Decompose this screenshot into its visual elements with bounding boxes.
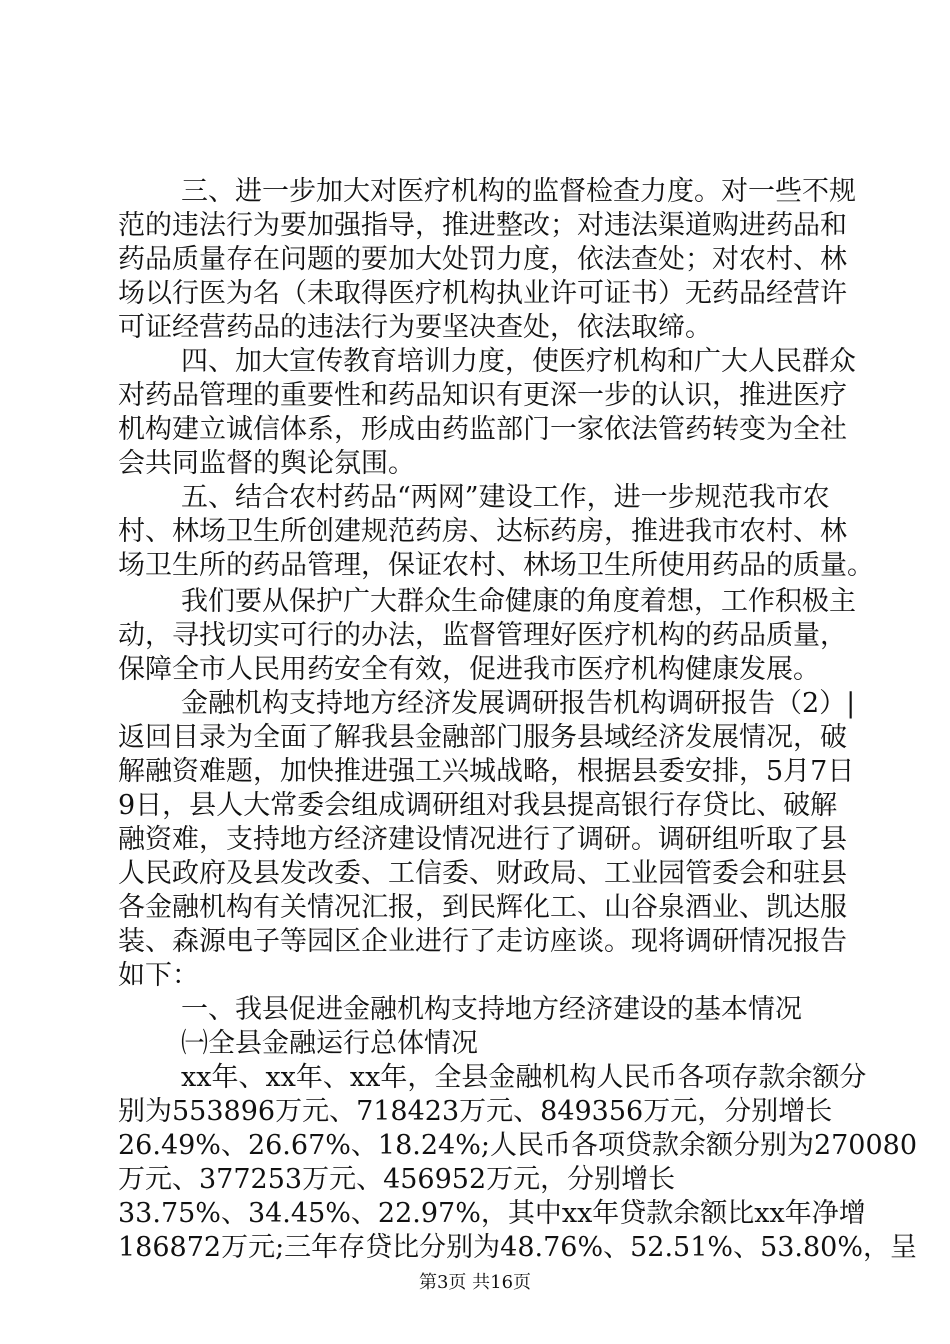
text-line: 33.75%、34.45%、22.97%，其中xx年贷款余额比xx年净增 xyxy=(118,1198,866,1229)
text-line: 动，寻找切实可行的办法，监督管理好医疗机构的药品质量， xyxy=(118,620,847,651)
text-line: 五、结合农村药品“两网”建设工作，进一步规范我市农 xyxy=(181,482,830,513)
text-line: 解融资难题，加快推进强工兴城战略，根据县委安排，5月7日 xyxy=(118,756,855,787)
text-line: 三、进一步加大对医疗机构的监督检查力度。对一些不规 xyxy=(181,176,856,207)
text-line: 对药品管理的重要性和药品知识有更深一步的认识，推进医疗 xyxy=(118,380,847,411)
text-line: 9日，县人大常委会组成调研组对我县提高银行存贷比、破解 xyxy=(118,790,838,821)
text-line: 别为553896万元、718423万元、849356万元，分别增长 xyxy=(118,1096,833,1127)
text-line: 会共同监督的舆论氛围。 xyxy=(118,448,415,479)
text-line: 各金融机构有关情况汇报，到民辉化工、山谷泉酒业、凯达服 xyxy=(118,892,847,923)
text-line: xx年、xx年、xx年，全县金融机构人民币各项存款余额分 xyxy=(181,1062,867,1093)
text-line: 金融机构支持地方经济发展调研报告机构调研报告（2）| xyxy=(181,688,856,719)
text-line: 可证经营药品的违法行为要坚决查处，依法取缔。 xyxy=(118,312,712,343)
section-heading: 一、我县促进金融机构支持地方经济建设的基本情况 xyxy=(181,994,802,1025)
text-line: 四、加大宣传教育培训力度，使医疗机构和广大人民群众 xyxy=(181,346,856,377)
text-line: 村、林场卫生所创建规范药房、达标药房，推进我市农村、林 xyxy=(118,516,847,547)
text-line: 保障全市人民用药安全有效，促进我市医疗机构健康发展。 xyxy=(118,654,820,685)
text-line: 如下： xyxy=(118,960,199,991)
page-number-footer: 第3页 共16页 xyxy=(418,1272,532,1293)
text-line: 我们要从保护广大群众生命健康的角度着想，工作积极主 xyxy=(181,586,856,617)
text-line: 药品质量存在问题的要加大处罚力度，依法查处；对农村、林 xyxy=(118,244,847,275)
text-line: 融资难，支持地方经济建设情况进行了调研。调研组听取了县 xyxy=(118,824,847,855)
text-line: 186872万元;三年存贷比分别为48.76%、52.51%、53.80%，呈 xyxy=(118,1232,918,1263)
text-line: 装、森源电子等园区企业进行了走访座谈。现将调研情况报告 xyxy=(118,926,847,957)
text-line: 机构建立诚信体系，形成由药监部门一家依法管药转变为全社 xyxy=(118,414,847,445)
text-line: 万元、377253万元、456952万元，分别增长 xyxy=(118,1164,676,1195)
text-line: 人民政府及县发改委、工信委、财政局、工业园管委会和驻县 xyxy=(118,858,847,889)
subsection-heading: ㈠全县金融运行总体情况 xyxy=(181,1028,478,1059)
text-line: 场以行医为名（未取得医疗机构执业许可证书）无药品经营许 xyxy=(118,278,847,309)
text-line: 返回目录为全面了解我县金融部门服务县域经济发展情况，破 xyxy=(118,722,847,753)
text-line: 范的违法行为要加强指导，推进整改；对违法渠道购进药品和 xyxy=(118,210,847,241)
text-line: 场卫生所的药品管理，保证农村、林场卫生所使用药品的质量。 xyxy=(118,550,874,581)
text-line: 26.49%、26.67%、18.24%;人民币各项贷款余额分别为270080 xyxy=(118,1130,918,1161)
